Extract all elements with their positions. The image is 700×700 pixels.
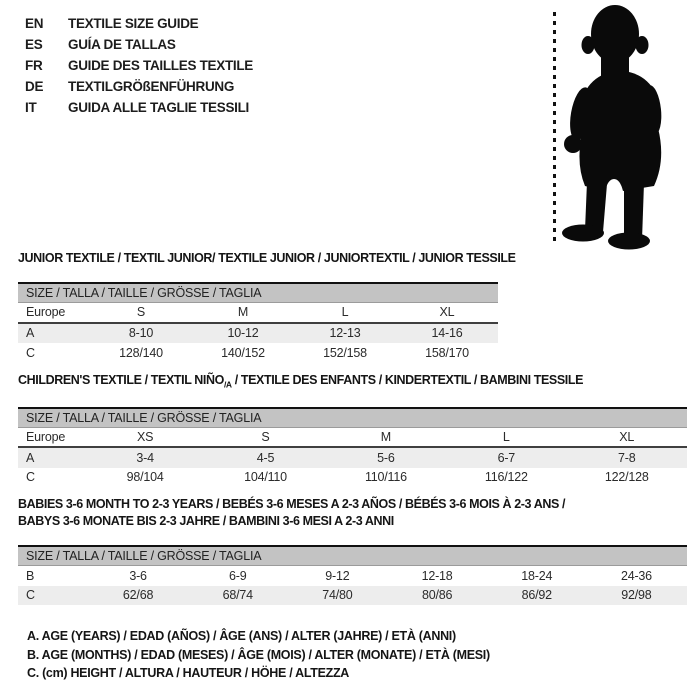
junior-region-row <box>18 303 498 324</box>
size-header-bar: SIZE / TALLA / TAILLE / GRÖSSE / TAGLIA <box>18 282 498 303</box>
size-cell: 152/158 <box>323 345 367 360</box>
note-a: A. AGE (YEARS) / EDAD (AÑOS) / ÂGE (ANS) / ALTER (JAHRE) / ETÀ (ANNI) <box>27 629 456 643</box>
size-cell: 80/86 <box>421 588 453 603</box>
size-cell: 158/170 <box>425 345 469 360</box>
size-cell: 24-36 <box>620 568 652 583</box>
babies-size-table <box>18 545 687 605</box>
lang-label: GUIDA ALLE TAGLIE TESSILI <box>68 100 249 115</box>
children-title-sub: /A <box>223 379 232 390</box>
size-cell: 3-6 <box>129 568 147 583</box>
lang-code: FR <box>25 58 43 73</box>
row-label: C <box>26 588 35 603</box>
row-label: C <box>26 345 35 360</box>
lang-row-de <box>25 76 253 97</box>
children-title-suffix: / TEXTILE DES ENFANTS / KINDERTEXTIL / BAMBINI TESSILE <box>231 373 584 387</box>
size-cell: 122/128 <box>604 470 649 485</box>
note-c: C. (cm) HEIGHT / ALTURA / HAUTEUR / HÖHE / ALTEZZA <box>27 666 350 680</box>
children-title <box>18 373 687 390</box>
toddler-figure <box>525 0 700 252</box>
lang-row-es <box>25 34 253 55</box>
size-cell: 98/104 <box>126 470 164 485</box>
size-cell: 3-4 <box>136 450 154 465</box>
note-b: B. AGE (MONTHS) / EDAD (MESES) / ÂGE (MOIS) / ALTER (MONATE) / ETÀ (MESI) <box>27 647 490 662</box>
size-cell: 5-6 <box>377 450 395 465</box>
size-cell: 7-8 <box>617 450 636 465</box>
lang-label: TEXTILGRÖßENFÜHRUNG <box>68 79 235 94</box>
lang-code: IT <box>25 100 37 115</box>
babies-row-b <box>18 566 687 586</box>
children-size-table <box>18 407 687 488</box>
size-cell: 8-10 <box>128 326 154 341</box>
region-label: Europe <box>26 305 66 320</box>
row-label: B <box>26 568 35 583</box>
junior-size-table <box>18 282 498 363</box>
babies-row-c <box>18 586 687 606</box>
size-cell: 10-12 <box>227 326 259 341</box>
size-cell: 74/80 <box>322 588 353 603</box>
size-cell: 6-9 <box>229 568 247 583</box>
size-cell: 128/140 <box>119 345 163 360</box>
row-label: C <box>26 470 35 485</box>
size-header-bar: SIZE / TALLA / TAILLE / GRÖSSE / TAGLIA <box>18 545 687 566</box>
size-cell: 86/92 <box>521 588 552 603</box>
toddler-silhouette-svg <box>525 0 700 252</box>
lang-label: GUÍA DE TALLAS <box>68 37 176 52</box>
row-label: A <box>26 326 35 341</box>
size-cell: 68/74 <box>222 588 253 603</box>
size-cell: S <box>261 429 270 444</box>
size-cell: 110/116 <box>364 470 407 485</box>
size-cell: 92/98 <box>621 588 652 603</box>
size-cell: 14-16 <box>431 326 463 341</box>
size-cell: 140/152 <box>221 345 265 360</box>
baby-silhouette-icon <box>562 5 664 250</box>
babies-title-line1: BABIES 3-6 MONTH TO 2-3 YEARS / BEBÉS 3-6 MESES A 2-3 AÑOS / BÉBÉS 3-6 MOIS À 2-3 ANS / <box>18 497 566 511</box>
junior-row-c <box>18 343 498 363</box>
size-cell: 62/68 <box>122 588 154 603</box>
size-cell: M <box>380 429 392 444</box>
lang-label: GUIDE DES TAILLES TEXTILE <box>68 58 254 73</box>
junior-section <box>18 251 516 363</box>
size-cell: 18-24 <box>521 568 553 583</box>
lang-code: EN <box>25 16 44 31</box>
size-cell: S <box>136 305 146 320</box>
lang-row-it <box>25 97 253 118</box>
size-header-bar: SIZE / TALLA / TAILLE / GRÖSSE / TAGLIA <box>18 407 687 428</box>
language-list <box>25 13 253 118</box>
size-cell: 6-7 <box>497 450 516 465</box>
legend-notes <box>27 627 490 683</box>
children-title-prefix: CHILDREN'S TEXTILE / TEXTIL NIÑO <box>18 373 224 387</box>
children-row-a <box>18 448 687 468</box>
size-cell: M <box>237 305 249 320</box>
region-label: Europe <box>26 429 66 444</box>
size-cell: L <box>502 429 510 444</box>
lang-code: DE <box>25 79 44 94</box>
size-cell: L <box>341 305 349 320</box>
children-region-row <box>18 428 687 449</box>
size-cell: 4-5 <box>256 450 275 465</box>
children-row-c <box>18 468 687 488</box>
size-cell: XS <box>136 429 154 444</box>
babies-section <box>18 496 687 605</box>
lang-row-en <box>25 13 253 34</box>
children-section <box>18 373 687 487</box>
row-label: A <box>26 450 35 465</box>
size-cell: XL <box>619 429 635 444</box>
babies-title-line2: BABYS 3-6 MONATE BIS 2-3 JAHRE / BAMBINI 3-6 MESI A 2-3 ANNI <box>18 514 394 528</box>
size-cell: 12-18 <box>421 568 453 583</box>
lang-code: ES <box>25 37 43 52</box>
lang-row-fr <box>25 55 253 76</box>
lang-label: TEXTILE SIZE GUIDE <box>68 16 199 31</box>
size-cell: 12-13 <box>329 326 361 341</box>
junior-row-a <box>18 324 498 344</box>
size-cell: 104/110 <box>244 470 287 485</box>
junior-title: JUNIOR TEXTILE / TEXTIL JUNIOR/ TEXTILE JUNIOR / JUNIORTEXTIL / JUNIOR TESSILE <box>18 251 516 265</box>
size-cell: 116/122 <box>484 470 528 485</box>
size-cell: 9-12 <box>325 568 350 583</box>
size-cell: XL <box>439 305 455 320</box>
